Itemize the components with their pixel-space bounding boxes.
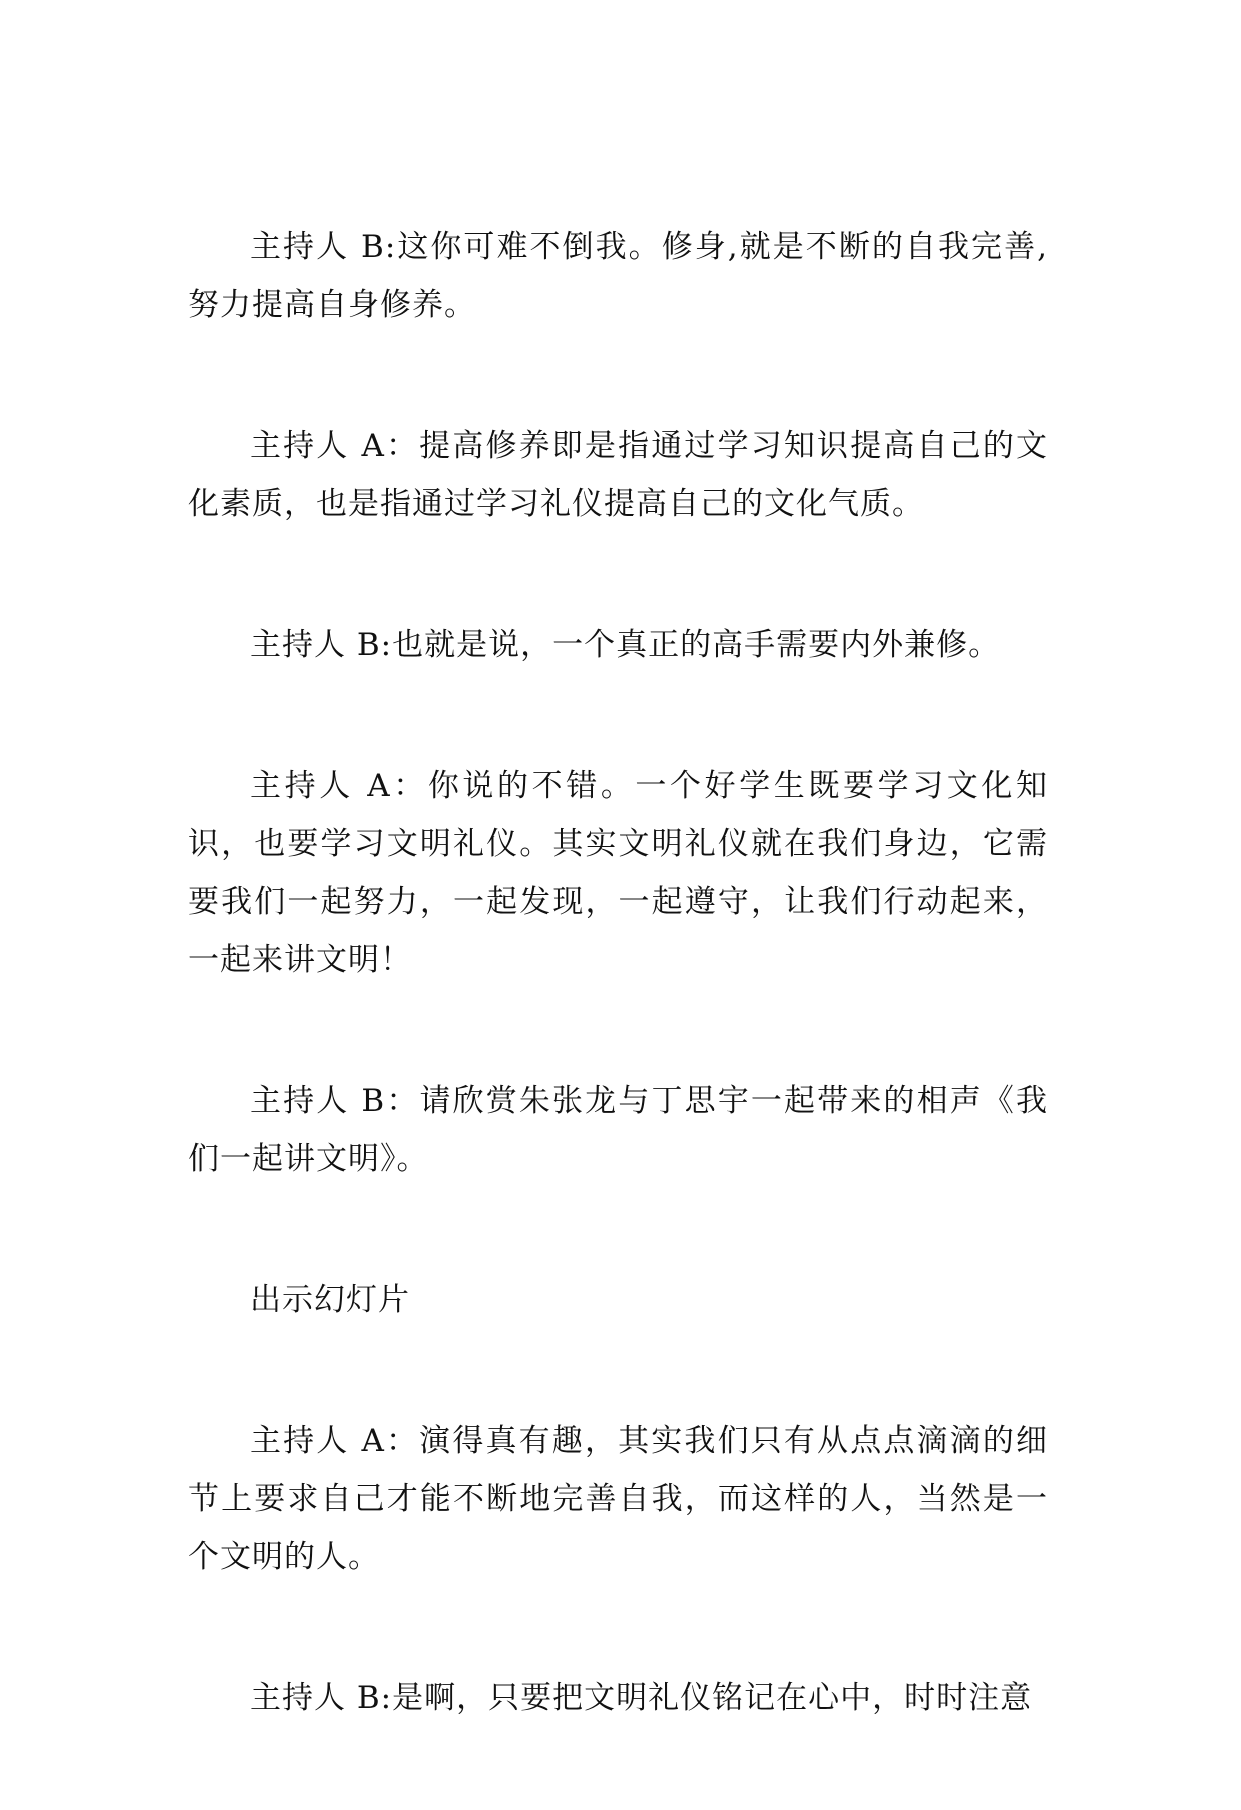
paragraph-show-slides: 出示幻灯片 xyxy=(250,1282,410,1318)
paragraph-host-b-self-cultivation: 主持人 B:这你可难不倒我。修身,就是不断的自我完善,努力提高自身修养。 xyxy=(188,229,1048,323)
paragraph-host-b-inside-outside: 主持人 B:也就是说，一个真正的高手需要内外兼修。 xyxy=(250,627,1001,663)
paragraph-host-b-remember-etiquette: 主持人 B:是啊，只要把文明礼仪铭记在心中，时时注意 xyxy=(250,1680,1033,1716)
paragraph-host-a-details: 主持人 A：演得真有趣，其实我们只有从点点滴滴的细节上要求自己才能不断地完善自我，而这样的人，当然是一个文明的人。 xyxy=(188,1423,1048,1575)
document-body xyxy=(188,218,1048,1810)
paragraph-host-b-crosstalk-intro: 主持人 B：请欣赏朱张龙与丁思宇一起带来的相声《我们一起讲文明》。 xyxy=(188,1083,1048,1177)
paragraph-host-a-improve-cultivation: 主持人 A：提高修养即是指通过学习知识提高自己的文化素质，也是指通过学习礼仪提高自己的文化气质。 xyxy=(188,428,1048,522)
paragraph-host-a-good-student: 主持人 A：你说的不错。一个好学生既要学习文化知识，也要学习文明礼仪。其实文明礼仪就在我们身边，它需要我们一起努力，一起发现，一起遵守，让我们行动起来，一起来讲文明！ xyxy=(188,768,1048,978)
